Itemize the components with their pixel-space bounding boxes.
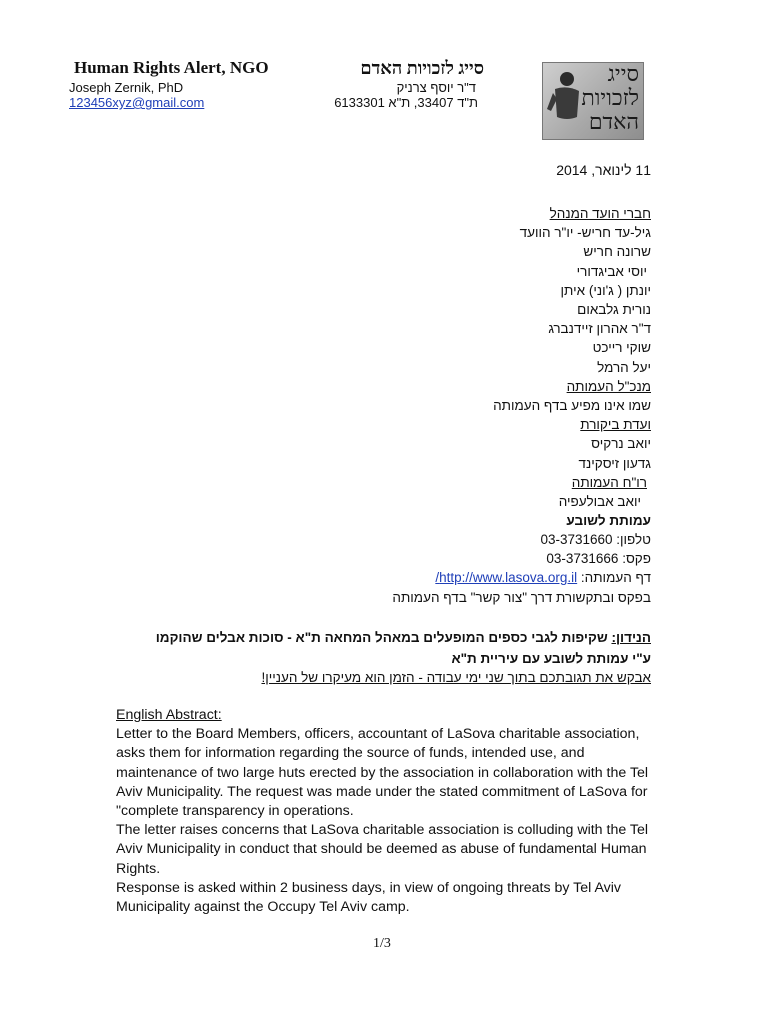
recipient-line: יואב נרקיס [591, 436, 651, 451]
association-name: עמותת לשובע [566, 513, 651, 528]
recipient-line: יונתן ( ג'וני) איתן [560, 283, 651, 298]
response-request: אבקש את תגובתכם בתוך שני ימי עבודה - הזמן הוא מעיקרו של העניין! [261, 670, 651, 685]
abstract-paragraph: Response is asked within 2 business days, in view of ongoing threats by Tel Aviv Municipality against the Occupy Tel Aviv camp. [116, 879, 621, 916]
recipient-line: גיל-עד חריש- יו"ר הוועד [519, 225, 651, 240]
author-name-english: Joseph Zernik, PhD [69, 80, 184, 95]
recipient-line: נורית גלבאום [577, 302, 651, 317]
association-phone: טלפון: 03-3731660 [540, 532, 651, 547]
association-contact-note: בפקס ובתקשורת דרך "צור קשר" בדף העמותה [392, 590, 651, 605]
recipient-line: שוקי רייכט [592, 340, 651, 355]
association-web: דף העמותה: http://www.lasova.org.il/ [435, 570, 651, 585]
letter-date: 11 לינואר, 2014 [556, 162, 651, 178]
recipient-line: ד"ר אהרון זיידנברג [548, 321, 651, 336]
recipient-line: חברי הועד המנהל [549, 206, 651, 221]
email-link[interactable]: 123456xyz@gmail.com [69, 95, 205, 110]
address-hebrew: ת"ד 33407, ת"א 6133301 [334, 95, 478, 110]
english-abstract [116, 706, 656, 917]
org-name-english: Human Rights Alert, NGO [74, 58, 269, 77]
recipient-line: יואב אבולעפיה [558, 494, 641, 509]
recipient-line: רו"ח העמותה [571, 475, 647, 490]
abstract-paragraph: Letter to the Board Members, officers, accountant of LaSova charitable association, asks them for information regarding the source of funds, intended use, and maintenance of two large huts erected by the association in collaboration with the Tel Aviv Municipality. The request was made under the stated commitment of LaSova for "complete transparency in operations. [116, 726, 649, 820]
subject-line-2: ע"י עמותת לשובע עם עיריית ת"א [451, 651, 651, 666]
org-name-hebrew: סייג לזכויות האדם [360, 58, 484, 78]
subject-label: הנידון: [611, 630, 651, 645]
abstract-paragraph: The letter raises concerns that LaSova charitable association is colluding with the Tel Aviv Municipality in conduct that should be deemed as abuse of fundamental Human Rights. [116, 822, 649, 877]
recipient-line: שרונה חריש [583, 244, 651, 259]
logo-text: סייג לזכויות האדם [581, 62, 639, 135]
subject-line: הנידון: שקיפות לגבי כספים המופעלים במאהל המחאה ת"א - סוכות אבלים שהוקמו [155, 630, 651, 645]
abstract-title: English Abstract: [116, 707, 222, 723]
org-logo [542, 62, 644, 140]
recipient-line: יוסי אביגדורי [576, 264, 647, 279]
recipient-line: יעל הרמל [597, 360, 651, 375]
author-name-hebrew: ד"ר יוסף צרניק [396, 80, 476, 95]
recipient-line: ועדת ביקורת [580, 417, 651, 432]
page-number: 1/3 [373, 936, 391, 951]
association-fax: פקס: 03-3731666 [546, 551, 651, 566]
association-web-link[interactable]: http://www.lasova.org.il/ [435, 570, 578, 585]
recipient-line: שמו אינו מפיע בדף העמותה [493, 398, 651, 413]
recipient-line: מנכ"ל העמותה [566, 379, 651, 394]
recipient-line: גדעון זיסקינד [578, 456, 651, 471]
